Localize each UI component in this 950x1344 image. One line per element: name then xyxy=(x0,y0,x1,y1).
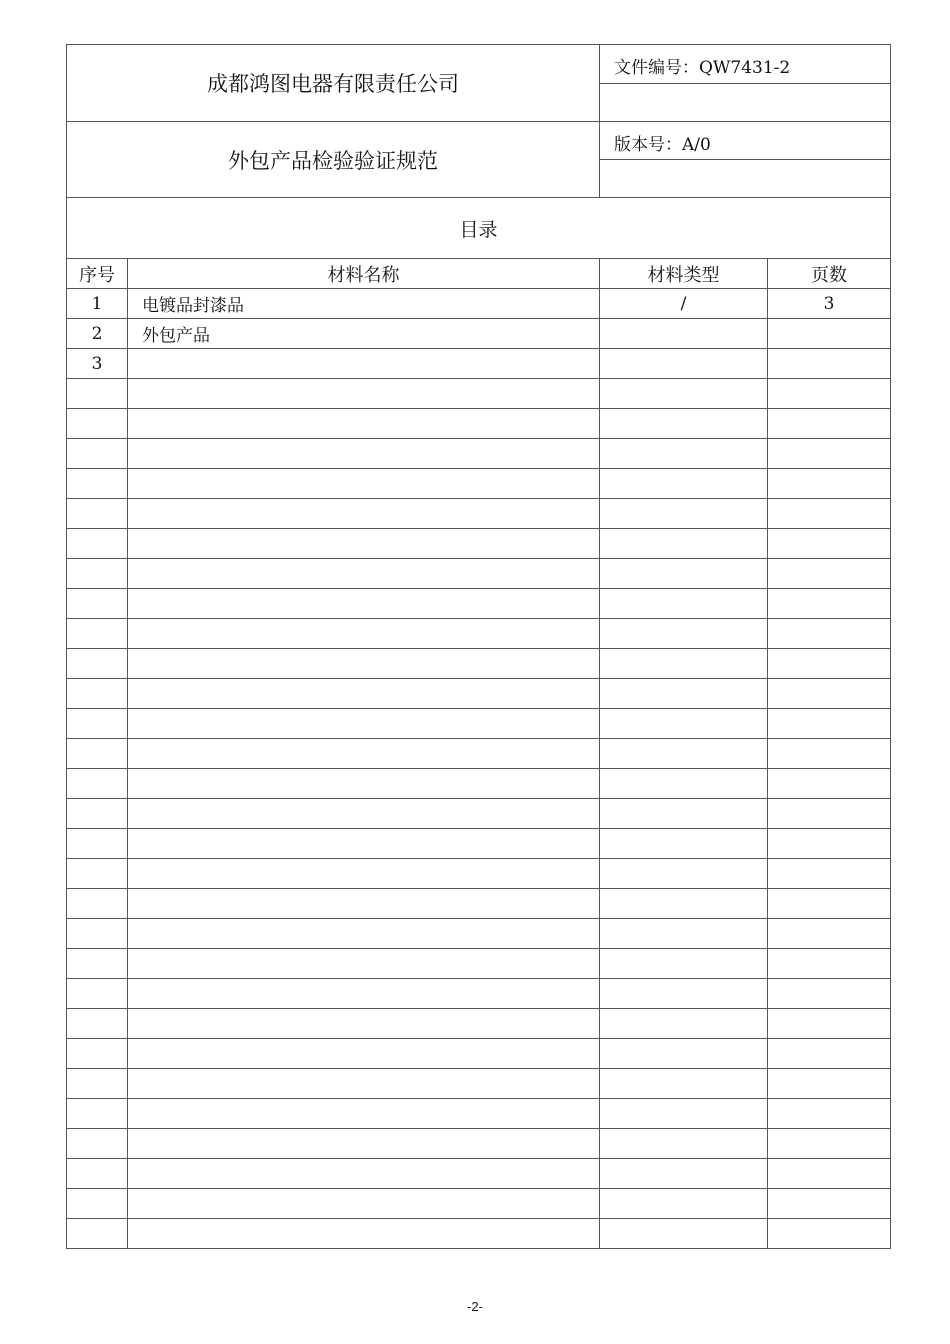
table-row xyxy=(67,949,891,979)
row-number xyxy=(67,1159,128,1189)
row-material-type xyxy=(600,649,768,679)
row-material-name xyxy=(128,919,600,949)
table-row xyxy=(67,979,891,1009)
row-material-type xyxy=(600,1159,768,1189)
row-number xyxy=(67,529,128,559)
row-page-count xyxy=(768,769,891,799)
row-material-name xyxy=(128,559,600,589)
row-material-type xyxy=(600,439,768,469)
row-material-name xyxy=(128,979,600,1009)
table-row xyxy=(67,1189,891,1219)
row-page-count xyxy=(768,439,891,469)
row-material-type xyxy=(600,619,768,649)
table-row xyxy=(67,799,891,829)
column-header-no: 序号 xyxy=(67,259,128,289)
table-row xyxy=(67,289,891,319)
row-material-name xyxy=(128,619,600,649)
row-page-count xyxy=(768,499,891,529)
row-page-count xyxy=(768,409,891,439)
table-row xyxy=(67,1129,891,1159)
row-material-name xyxy=(128,349,600,379)
row-page-count xyxy=(768,679,891,709)
row-material-type xyxy=(600,1129,768,1159)
row-material-type xyxy=(600,679,768,709)
row-material-type xyxy=(600,1189,768,1219)
row-number xyxy=(67,799,128,829)
row-number xyxy=(67,409,128,439)
row-material-name xyxy=(128,1189,600,1219)
table-row xyxy=(67,1039,891,1069)
company-name: 成都鸿图电器有限责任公司 xyxy=(67,45,600,122)
row-number xyxy=(67,1219,128,1249)
table-row xyxy=(67,829,891,859)
row-page-count xyxy=(768,799,891,829)
document-sheet xyxy=(66,44,890,1249)
row-material-name xyxy=(128,1159,600,1189)
table-row xyxy=(67,649,891,679)
table-row xyxy=(67,439,891,469)
row-number xyxy=(67,709,128,739)
version-blank xyxy=(600,160,891,198)
row-page-count xyxy=(768,949,891,979)
row-number xyxy=(67,859,128,889)
row-page-count xyxy=(768,859,891,889)
row-number xyxy=(67,619,128,649)
table-row xyxy=(67,529,891,559)
row-material-type xyxy=(600,559,768,589)
row-page-count xyxy=(768,1219,891,1249)
row-material-name xyxy=(128,589,600,619)
row-number xyxy=(67,949,128,979)
row-number xyxy=(67,769,128,799)
row-material-type xyxy=(600,379,768,409)
table-row xyxy=(67,559,891,589)
table-row xyxy=(67,349,891,379)
table-row xyxy=(67,709,891,739)
row-material-type xyxy=(600,529,768,559)
row-material-name xyxy=(128,829,600,859)
row-material-name xyxy=(128,499,600,529)
row-material-type xyxy=(600,889,768,919)
row-material-name: 外包产品 xyxy=(128,319,600,349)
row-number: 1 xyxy=(67,289,128,319)
row-page-count xyxy=(768,829,891,859)
row-material-name xyxy=(128,409,600,439)
row-material-name xyxy=(128,1129,600,1159)
row-page-count xyxy=(768,979,891,1009)
row-number xyxy=(67,829,128,859)
row-material-name xyxy=(128,739,600,769)
column-header-pages: 页数 xyxy=(768,259,891,289)
row-page-count xyxy=(768,529,891,559)
row-number xyxy=(67,649,128,679)
doc-number: 文件编号：QW7431-2 xyxy=(600,45,891,84)
row-number xyxy=(67,559,128,589)
row-material-type xyxy=(600,1069,768,1099)
row-material-type xyxy=(600,769,768,799)
table-row xyxy=(67,679,891,709)
row-material-name xyxy=(128,799,600,829)
row-material-type xyxy=(600,409,768,439)
toc-title: 目录 xyxy=(67,198,891,259)
row-material-type xyxy=(600,1099,768,1129)
row-page-count xyxy=(768,649,891,679)
row-number xyxy=(67,739,128,769)
row-material-type xyxy=(600,829,768,859)
row-material-type xyxy=(600,799,768,829)
table-row xyxy=(67,1069,891,1099)
table-row xyxy=(67,1159,891,1189)
version-number: 版本号：A/0 xyxy=(600,122,891,160)
row-material-name xyxy=(128,439,600,469)
row-number xyxy=(67,1009,128,1039)
row-material-name xyxy=(128,949,600,979)
row-material-type xyxy=(600,979,768,1009)
table-row xyxy=(67,409,891,439)
table-row xyxy=(67,1219,891,1249)
row-number xyxy=(67,1129,128,1159)
row-page-count xyxy=(768,1009,891,1039)
row-material-type xyxy=(600,469,768,499)
doc-number-blank xyxy=(600,84,891,122)
row-material-type xyxy=(600,919,768,949)
table-row xyxy=(67,589,891,619)
row-number xyxy=(67,919,128,949)
column-header-type: 材料类型 xyxy=(600,259,768,289)
table-row xyxy=(67,379,891,409)
document-title: 外包产品检验验证规范 xyxy=(67,122,600,198)
row-material-name xyxy=(128,379,600,409)
row-material-type xyxy=(600,499,768,529)
row-page-count xyxy=(768,559,891,589)
row-page-count xyxy=(768,379,891,409)
row-material-name xyxy=(128,529,600,559)
toc-body xyxy=(67,289,891,1249)
row-page-count xyxy=(768,589,891,619)
table-row xyxy=(67,319,891,349)
row-material-type xyxy=(600,709,768,739)
row-material-name xyxy=(128,679,600,709)
table-row xyxy=(67,889,891,919)
table-row xyxy=(67,1009,891,1039)
row-material-type xyxy=(600,859,768,889)
row-page-count xyxy=(768,1129,891,1159)
row-number xyxy=(67,439,128,469)
row-material-type xyxy=(600,1009,768,1039)
row-page-count xyxy=(768,889,891,919)
row-material-name xyxy=(128,889,600,919)
row-material-type xyxy=(600,949,768,979)
table-row xyxy=(67,859,891,889)
row-material-name xyxy=(128,1069,600,1099)
row-material-name xyxy=(128,1009,600,1039)
row-number xyxy=(67,679,128,709)
row-page-count xyxy=(768,319,891,349)
table-row xyxy=(67,769,891,799)
row-page-count xyxy=(768,1099,891,1129)
row-number: 2 xyxy=(67,319,128,349)
row-page-count xyxy=(768,1189,891,1219)
row-material-name xyxy=(128,649,600,679)
row-material-name xyxy=(128,469,600,499)
row-number xyxy=(67,589,128,619)
row-material-type xyxy=(600,1039,768,1069)
table-row xyxy=(67,499,891,529)
row-number xyxy=(67,1039,128,1069)
row-page-count xyxy=(768,619,891,649)
row-number xyxy=(67,979,128,1009)
row-page-count: 3 xyxy=(768,289,891,319)
row-page-count xyxy=(768,469,891,499)
row-page-count xyxy=(768,349,891,379)
row-page-count xyxy=(768,1069,891,1099)
row-material-name xyxy=(128,859,600,889)
table-row xyxy=(67,739,891,769)
row-number xyxy=(67,379,128,409)
row-number xyxy=(67,1189,128,1219)
toc-header-row xyxy=(67,259,891,289)
row-material-name xyxy=(128,1219,600,1249)
row-number xyxy=(67,1099,128,1129)
row-material-type xyxy=(600,319,768,349)
row-material-type xyxy=(600,349,768,379)
table-row xyxy=(67,919,891,949)
row-page-count xyxy=(768,1039,891,1069)
row-page-count xyxy=(768,709,891,739)
row-number: 3 xyxy=(67,349,128,379)
row-number xyxy=(67,1069,128,1099)
table-row xyxy=(67,1099,891,1129)
row-material-name: 电镀品封漆品 xyxy=(128,289,600,319)
row-material-type xyxy=(600,739,768,769)
table-row xyxy=(67,469,891,499)
row-number xyxy=(67,889,128,919)
row-page-count xyxy=(768,1159,891,1189)
row-number xyxy=(67,499,128,529)
row-material-name xyxy=(128,1039,600,1069)
row-material-type: / xyxy=(600,289,768,319)
row-number xyxy=(67,469,128,499)
column-header-name: 材料名称 xyxy=(128,259,600,289)
header-table xyxy=(66,44,891,1249)
row-material-name xyxy=(128,709,600,739)
row-material-type xyxy=(600,589,768,619)
row-material-type xyxy=(600,1219,768,1249)
row-material-name xyxy=(128,769,600,799)
table-row xyxy=(67,619,891,649)
page-number: -2- xyxy=(467,1299,483,1314)
row-page-count xyxy=(768,739,891,769)
row-material-name xyxy=(128,1099,600,1129)
row-page-count xyxy=(768,919,891,949)
